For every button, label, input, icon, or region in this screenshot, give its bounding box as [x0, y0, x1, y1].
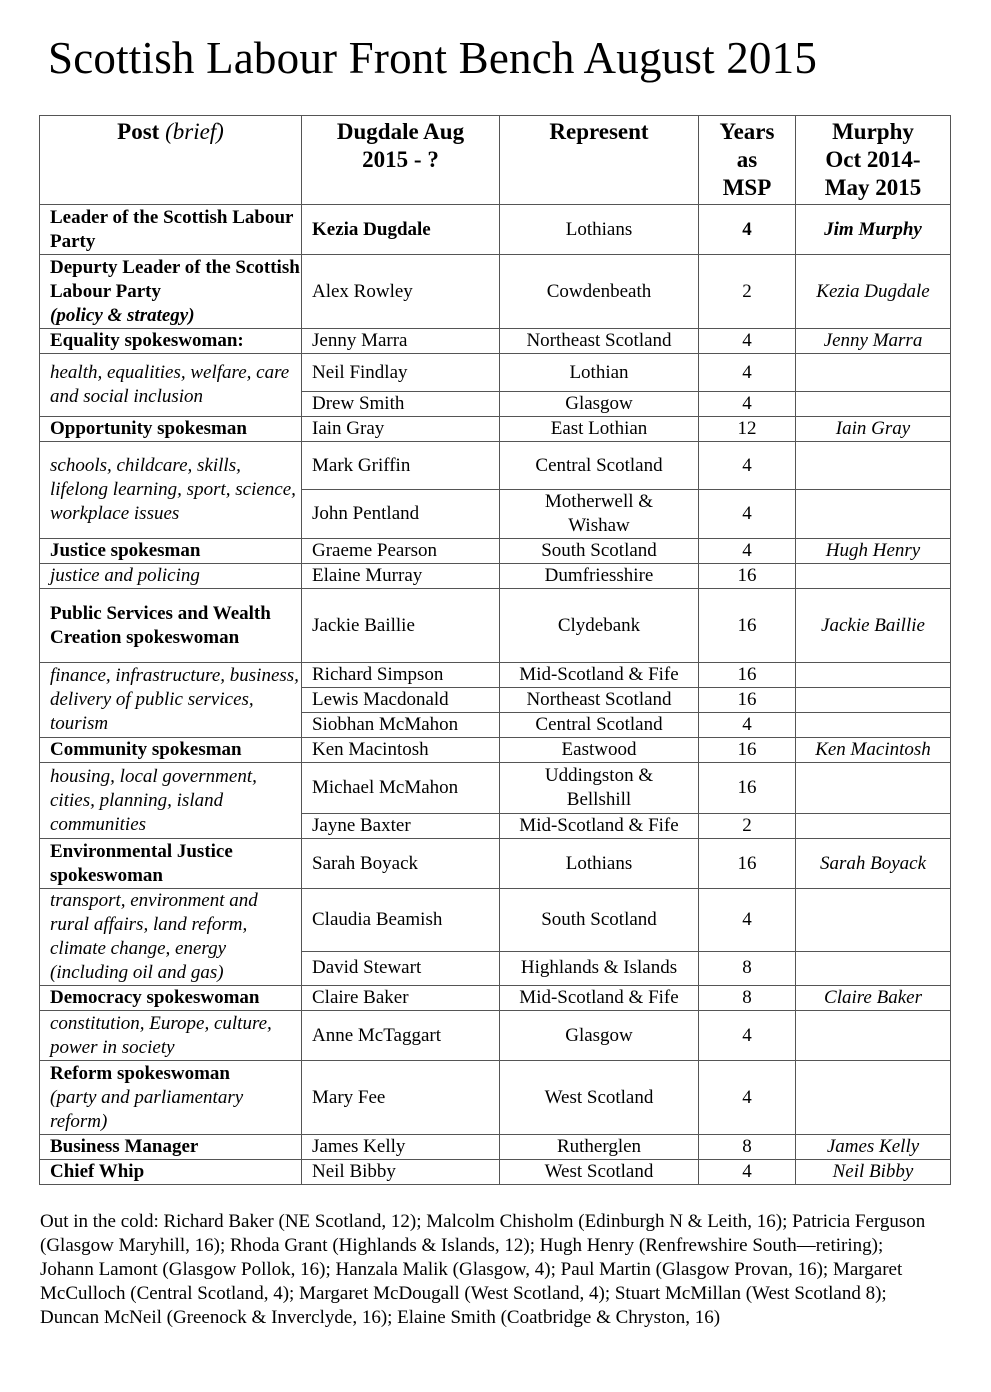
years-cell: 2 [699, 814, 796, 839]
front-bench-table [39, 115, 951, 1185]
murphy-cell: Neil Bibby [796, 1160, 951, 1185]
murphy-cell [796, 663, 951, 688]
post-cell: Democracy spokeswoman [40, 986, 302, 1011]
header-row [40, 116, 951, 205]
table-row [40, 763, 951, 814]
table-row [40, 255, 951, 329]
post-cell: Business Manager [40, 1135, 302, 1160]
years-cell: 16 [699, 688, 796, 713]
murphy-cell: Iain Gray [796, 417, 951, 442]
years-cell: 16 [699, 564, 796, 589]
years-cell: 4 [699, 354, 796, 392]
represent-cell: Lothian [500, 354, 699, 392]
header-years: Years as MSP [699, 116, 796, 205]
brief-cell: health, equalities, welfare, care and social inclusion [40, 354, 302, 417]
represent-cell: South Scotland [500, 889, 699, 952]
post-cell: Equality spokeswoman: [40, 329, 302, 354]
post-cell: Reform spokeswoman (party and parliamentary reform) [40, 1061, 302, 1135]
murphy-cell: Jackie Baillie [796, 589, 951, 663]
years-cell: 16 [699, 589, 796, 663]
years-cell: 8 [699, 951, 796, 985]
years-cell: 4 [699, 329, 796, 354]
name-cell: Elaine Murray [302, 564, 500, 589]
table-row [40, 1160, 951, 1185]
years-cell: 12 [699, 417, 796, 442]
name-cell: Jenny Marra [302, 329, 500, 354]
represent-cell: Lothians [500, 839, 699, 889]
table-row [40, 589, 951, 663]
represent-cell: Eastwood [500, 738, 699, 763]
murphy-cell: James Kelly [796, 1135, 951, 1160]
represent-cell: Glasgow [500, 392, 699, 417]
years-cell: 4 [699, 442, 796, 490]
table-row [40, 417, 951, 442]
brief-cell: finance, infrastructure, business, delivery of public services, tourism [40, 663, 302, 738]
murphy-cell [796, 490, 951, 539]
brief-cell: constitution, Europe, culture, power in society [40, 1011, 302, 1061]
represent-cell: Motherwell & Wishaw [500, 490, 699, 539]
table-row [40, 1061, 951, 1135]
years-cell: 4 [699, 539, 796, 564]
table-row [40, 205, 951, 255]
table-row [40, 564, 951, 589]
represent-cell: Mid-Scotland & Fife [500, 986, 699, 1011]
represent-cell: Glasgow [500, 1011, 699, 1061]
table-row [40, 329, 951, 354]
name-cell: Neil Bibby [302, 1160, 500, 1185]
represent-cell: Northeast Scotland [500, 329, 699, 354]
table-row [40, 1011, 951, 1061]
represent-cell: South Scotland [500, 539, 699, 564]
post-cell: Environmental Justice spokeswoman [40, 839, 302, 889]
table-row [40, 986, 951, 1011]
name-cell: Kezia Dugdale [302, 205, 500, 255]
murphy-cell: Jenny Marra [796, 329, 951, 354]
represent-cell: Central Scotland [500, 713, 699, 738]
post-cell: Leader of the Scottish Labour Party [40, 205, 302, 255]
post-cell: Opportunity spokesman [40, 417, 302, 442]
years-cell: 4 [699, 713, 796, 738]
post-cell: Chief Whip [40, 1160, 302, 1185]
name-cell: Richard Simpson [302, 663, 500, 688]
murphy-cell [796, 392, 951, 417]
murphy-cell: Ken Macintosh [796, 738, 951, 763]
murphy-cell [796, 564, 951, 589]
name-cell: Sarah Boyack [302, 839, 500, 889]
name-cell: Claire Baker [302, 986, 500, 1011]
years-cell: 4 [699, 392, 796, 417]
years-cell: 16 [699, 738, 796, 763]
out-in-the-cold-note: Out in the cold: Richard Baker (NE Scotland, 12); Malcolm Chisholm (Edinburgh N & Leith, 16); Patricia Ferguson (Glasgow Maryhill, 16); Rhoda Grant (Highlands & Islands, 12); Hugh Henry (Renfrewshire South—retiring); Johann Lamont (Glasgow Pollok, 16); Hanzala Malik (Glasgow, 4); Paul Martin (Glasgow Provan, 16); Margaret McCulloch (Central Scotland, 4); Margaret McDougall (West Scotland, 4); Stuart McMillan (West Scotland 8); Duncan McNeil (Greenock & Inverclyde, 16); Elaine Smith (Coatbridge & Chryston, 16) [40, 1211, 926, 1328]
murphy-cell [796, 442, 951, 490]
years-cell: 4 [699, 1061, 796, 1135]
years-cell: 4 [699, 490, 796, 539]
brief-cell: transport, environment and rural affairs, land reform, climate change, energy (including oil and gas) [40, 889, 302, 986]
years-cell: 16 [699, 763, 796, 814]
name-cell: Mark Griffin [302, 442, 500, 490]
header-represent: Represent [500, 116, 699, 205]
murphy-cell [796, 951, 951, 985]
years-cell: 4 [699, 1160, 796, 1185]
post-cell: Justice spokesman [40, 539, 302, 564]
name-cell: Claudia Beamish [302, 889, 500, 952]
murphy-cell: Hugh Henry [796, 539, 951, 564]
years-cell: 4 [699, 1011, 796, 1061]
name-cell: Siobhan McMahon [302, 713, 500, 738]
table-row [40, 539, 951, 564]
name-cell: Michael McMahon [302, 763, 500, 814]
table-row [40, 839, 951, 889]
name-cell: Anne McTaggart [302, 1011, 500, 1061]
represent-cell: Lothians [500, 205, 699, 255]
header-post: Post (brief) [40, 116, 302, 205]
represent-cell: West Scotland [500, 1160, 699, 1185]
brief-cell: housing, local government, cities, planning, island communities [40, 763, 302, 839]
table-row [40, 442, 951, 490]
years-cell: 16 [699, 663, 796, 688]
murphy-cell: Claire Baker [796, 986, 951, 1011]
represent-cell: Uddingston & Bellshill [500, 763, 699, 814]
murphy-cell [796, 713, 951, 738]
represent-cell: Dumfriesshire [500, 564, 699, 589]
brief-cell: justice and policing [40, 564, 302, 589]
page-title: Scottish Labour Front Bench August 2015 [48, 33, 818, 83]
represent-cell: Mid-Scotland & Fife [500, 663, 699, 688]
name-cell: Drew Smith [302, 392, 500, 417]
header-dugdale: Dugdale Aug 2015 - ? [302, 116, 500, 205]
name-cell: Alex Rowley [302, 255, 500, 329]
name-cell: Neil Findlay [302, 354, 500, 392]
murphy-cell [796, 1061, 951, 1135]
represent-cell: Clydebank [500, 589, 699, 663]
table-row [40, 354, 951, 392]
represent-cell: East Lothian [500, 417, 699, 442]
murphy-cell [796, 814, 951, 839]
represent-cell: Mid-Scotland & Fife [500, 814, 699, 839]
brief-cell: schools, childcare, skills, lifelong learning, sport, science, workplace issues [40, 442, 302, 539]
represent-cell: Central Scotland [500, 442, 699, 490]
post-cell: Community spokesman [40, 738, 302, 763]
years-cell: 8 [699, 986, 796, 1011]
name-cell: Ken Macintosh [302, 738, 500, 763]
table-row [40, 738, 951, 763]
table-row [40, 1135, 951, 1160]
table-row [40, 889, 951, 952]
murphy-cell [796, 889, 951, 952]
murphy-cell: Sarah Boyack [796, 839, 951, 889]
represent-cell: West Scotland [500, 1061, 699, 1135]
murphy-cell [796, 354, 951, 392]
murphy-cell [796, 1011, 951, 1061]
represent-cell: Northeast Scotland [500, 688, 699, 713]
years-cell: 2 [699, 255, 796, 329]
years-cell: 16 [699, 839, 796, 889]
murphy-cell [796, 763, 951, 814]
years-cell: 4 [699, 205, 796, 255]
name-cell: Lewis Macdonald [302, 688, 500, 713]
name-cell: Jayne Baxter [302, 814, 500, 839]
murphy-cell [796, 688, 951, 713]
represent-cell: Rutherglen [500, 1135, 699, 1160]
name-cell: John Pentland [302, 490, 500, 539]
table-row [40, 663, 951, 688]
name-cell: Graeme Pearson [302, 539, 500, 564]
murphy-cell: Jim Murphy [796, 205, 951, 255]
post-cell: Public Services and Wealth Creation spokeswoman [40, 589, 302, 663]
name-cell: Jackie Baillie [302, 589, 500, 663]
years-cell: 8 [699, 1135, 796, 1160]
represent-cell: Cowdenbeath [500, 255, 699, 329]
represent-cell: Highlands & Islands [500, 951, 699, 985]
name-cell: James Kelly [302, 1135, 500, 1160]
name-cell: Iain Gray [302, 417, 500, 442]
header-murphy: Murphy Oct 2014- May 2015 [796, 116, 951, 205]
name-cell: Mary Fee [302, 1061, 500, 1135]
name-cell: David Stewart [302, 951, 500, 985]
murphy-cell: Kezia Dugdale [796, 255, 951, 329]
post-cell: Depurty Leader of the Scottish Labour Party (policy & strategy) [40, 255, 302, 329]
years-cell: 4 [699, 889, 796, 952]
